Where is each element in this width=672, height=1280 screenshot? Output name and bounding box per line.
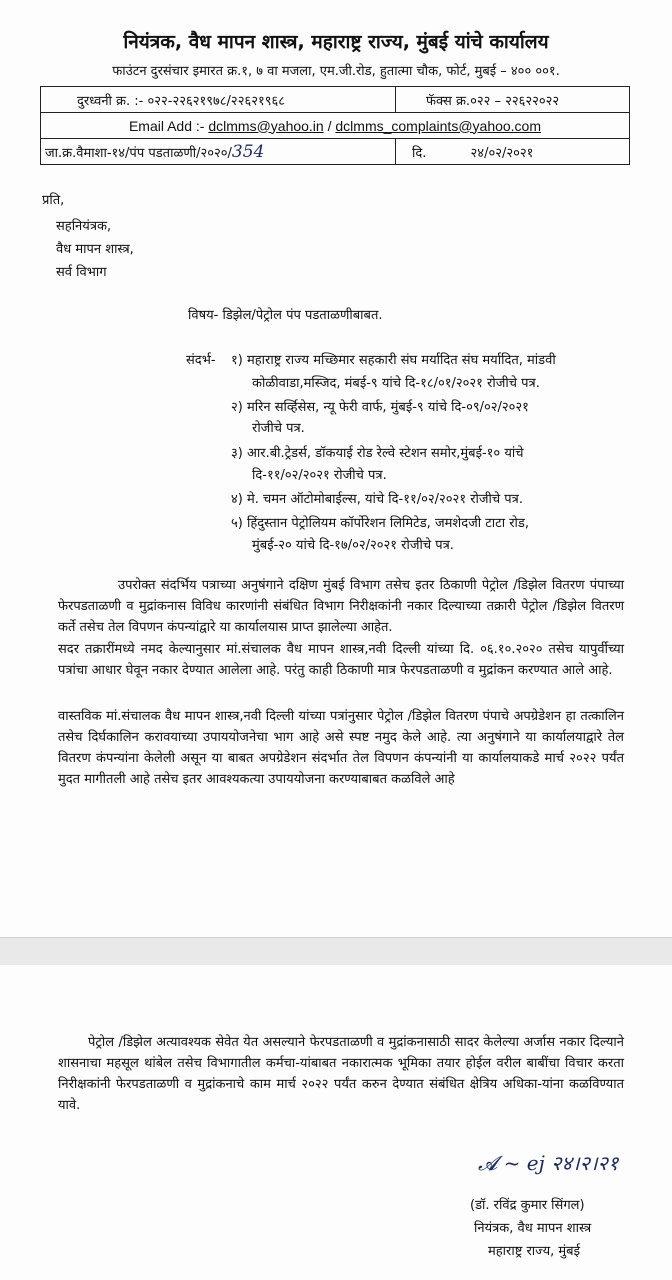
reference-1-line-2: कोळीवाडा,मस्जिद, मंबई-९ यांचे दि-१८/०१/२०२१ रोजीचे पत्र.	[252, 376, 540, 391]
date-label: दि.	[412, 145, 427, 161]
email-link-primary[interactable]: dclmms@yahoo.in	[208, 117, 324, 134]
recipient-line-3: सर्व विभाग	[56, 265, 107, 280]
paragraph-3: वास्तविक मां.संचालक वैध मापन शास्त्र,नवी दिल्ली यांच्या पत्रांनुसार पेट्रोल /डिझेल वितरण पंपाचे अपग्रेडेशन हा तत्कालिन तसेच दिर्घकालिन करावयाच्या उपाययोजनेचा भाग आहे असे स्पष्ट नमुद केले आहे. त्या अनुषंगाने या कार्यालयाद्वारे तेल वितरण कंपन्यांना केलेली असून या बाबत अपग्रेडेशन संदर्भात तेल विपणन कंपन्यांनी या कार्यालयाकडे मार्च २०२२ पर्यंत मुदत मागीतली आहे तसेच इतर आवश्यकत्या उपाययोजना करण्याबाबत कळविले आहे	[58, 709, 624, 787]
paragraph-1: उपरोक्त संदर्भिय पत्राच्या अनुषंगाने दक्षिण मुंबई विभाग तसेच इतर ठिकाणी पेट्रोल /डिझेल वितरण पंपाच्या फेरपडताळणी व मुद्रांकनास विविध कारणांनी संबंधित विभाग निरीक्षकांनी नकार दिल्याच्या तक्रारी पेट्रोल /डिझेल वितरण कर्ते तसेच तेल विपणन कंपन्यांद्वारे या कार्यालयास प्राप्त झालेल्या आहेत.	[58, 578, 624, 635]
signatory-designation: नियंत्रक, वैध मापन शास्त्र	[474, 1221, 592, 1236]
office-address: फाउंटन दुरसंचार इमारत क्र.१, ७ वा मजला, एम.जी.रोड, हुतात्मा चौक, फोर्ट, मुबई – ४०० ००१.	[112, 64, 560, 79]
office-title: नियंत्रक, वैध मापन शास्त्र, महाराष्ट्र राज्य, मुंबई यांचे कार्यालय	[123, 31, 549, 53]
reference-3-line-2: दि-११/०२/२०२१ रोजीचे पत्र.	[252, 468, 387, 483]
reference-5-line-1: ५) हिंदुस्तान पेट्रोलियम कॉर्पोरेशन लिमिटेड, जमशेदजी टाटा रोड,	[231, 516, 529, 531]
reference-3-line-1: ३) आर.बी.ट्रेडर्स, डॉकयाई रोड रेल्वे स्टेशन समोर,मुंबई-१० यांचे	[231, 446, 524, 461]
email-link-complaints[interactable]: dclmms_complaints@yahoo.com	[335, 117, 542, 134]
signatory-office: महाराष्ट्र राज्य, मुंबई	[488, 1244, 580, 1259]
salutation-prati: प्रति,	[42, 193, 65, 208]
reference-4: ४) मे. चमन ऑटोमोबाईल्स, यांचे दि-११/०२/२०२१ रोजीचे पत्र.	[231, 492, 523, 507]
date-cell	[396, 139, 630, 165]
email-label: Email Add :-	[128, 117, 209, 134]
email-cell	[41, 113, 630, 139]
reference-1-line-1: १) महाराष्ट्र राज्य मच्छिमार सहकारी संघ मर्यादित संघ मर्यादित, मांडवी	[231, 353, 556, 368]
phone-cell	[41, 87, 396, 113]
signatory-name: (डॉ. रविंद्र कुमार सिंगल)	[470, 1198, 585, 1213]
letterhead-table	[40, 86, 630, 165]
page-separator	[0, 937, 672, 967]
ref-number-cell	[41, 139, 396, 165]
reference-number: जा.क्र.वैमाशा-१४/पंप पडताळणी/२०२०/	[45, 145, 232, 161]
recipient-line-2: वैध मापन शास्त्र,	[56, 242, 134, 257]
paragraph-4: पेट्रोल /डिझेल अत्यावश्यक सेवेत येत असल्याने फेरपडताळणी व मुद्रांकनासाठी सादर केलेल्या अर्जास नकार दिल्याने शासनाचा महसूल थांबेल तसेच विभागातील कर्मचा-यांबाबत नकारात्मक भूमिका तयार होईल वरील बाबींचा विचार करता निरीक्षकांनी फेरपडताळणी व मुद्रांकनाचे काम मार्च २०२२ पर्यंत करुन देण्यात संबंधित क्षेत्रिय अधिका-यांना कळविण्यात यावे.	[58, 1035, 624, 1113]
reference-2-line-1: २) मरिन सर्व्हिसेस, न्यू फेरी वार्फ, मुंबई-९ यांचे दि-०९/०२/२०२१	[231, 400, 529, 415]
references-label: संदर्भ-	[186, 353, 216, 368]
subject-line: विषय- डिझेल/पेट्रोल पंप पडताळणीबाबत.	[188, 308, 383, 323]
fax-number: फॅक्स क्र.०२२ – २२६२२०२२	[426, 93, 560, 109]
phone-number: दुरध्वनी क्र. :- ०२२-२२६२१९७८/२२६२१९६८	[77, 93, 286, 109]
signature-image: 𝓐 ~ ej २४।२।२१	[478, 1151, 619, 1175]
recipient-line-1: सहनियंत्रक,	[56, 219, 112, 234]
reference-2-line-2: रोजीचे पत्र.	[252, 421, 305, 436]
letter-page-2	[0, 965, 672, 1280]
reference-5-line-2: मुंबई-२० यांचे दि-१७/०२/२०२१ रोजीचे पत्र.	[252, 538, 454, 553]
fax-cell	[396, 87, 630, 113]
email-separator: /	[323, 117, 336, 134]
paragraph-2: सदर तक्रारींमध्ये नमद केल्यानुसार मां.संचालक वैध मापन शास्त्र,नवी दिल्ली यांच्या दि. ०६.१०.२०२० तसेच यापुर्वीच्या पत्रांचा आधार घेवून नकार देण्यात आलेला आहे. परंतु काही ठिकाणी मात्र फेरपडताळणी व मुद्रांकन करण्यात आले आहे.	[58, 642, 624, 678]
reference-number-handwritten: 354	[231, 141, 265, 162]
letter-date: २४/०२/२०२१	[470, 145, 534, 161]
